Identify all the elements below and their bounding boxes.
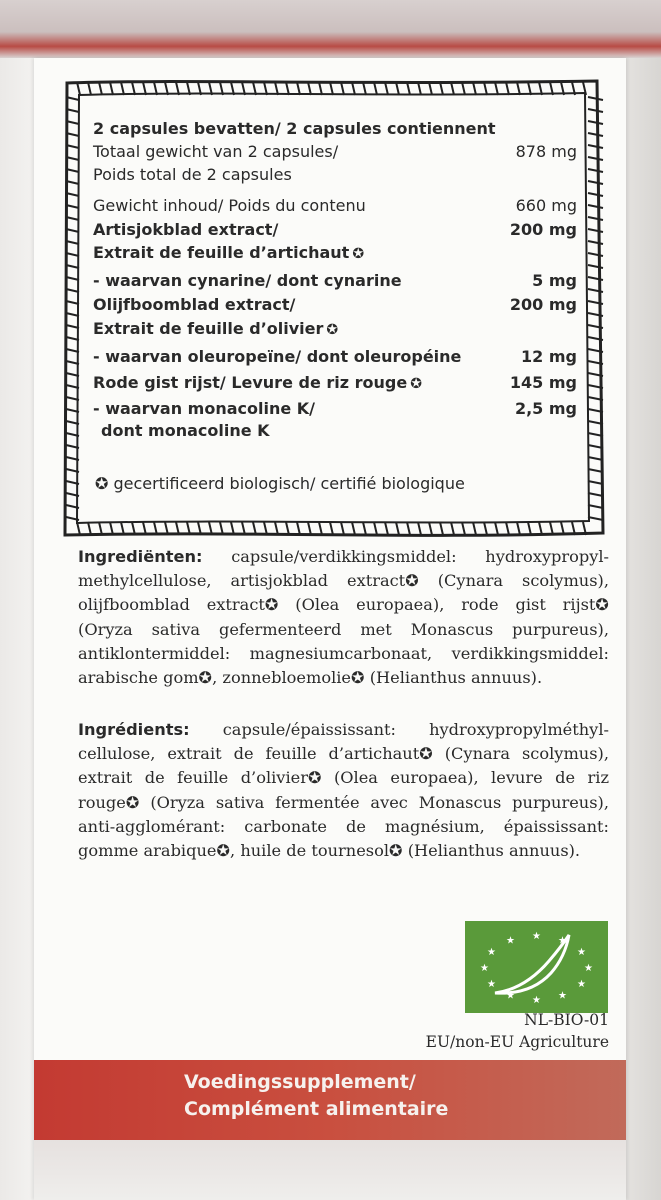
eu-star-icon: ★ [584, 963, 593, 974]
row-label: Gewicht inhoud/ Poids du contenu [93, 196, 366, 215]
ingredients-line: extrait de feuille d’olivier✪ (Olea europaea), levure de riz [78, 768, 609, 788]
eu-star-icon: ★ [558, 990, 567, 1002]
ingredients-line: capsule/verdikkingsmiddel: hydroxypropyl- [231, 547, 609, 566]
supplement-label-french: Complément alimentaire [184, 1098, 449, 1120]
eu-star-icon: ★ [577, 947, 587, 958]
row-label: Extrait de feuille d’artichaut [93, 243, 350, 262]
ingredients-line: (Oryza sativa gefermenteerd met Monascus purpureus), [78, 619, 609, 639]
supplement-label-dutch: Voedingssupplement/ [184, 1071, 416, 1093]
nutrition-table [57, 73, 609, 543]
eu-star-icon: ★ [577, 979, 587, 990]
package-left-edge [0, 58, 34, 1200]
eu-star-icon: ★ [532, 995, 541, 1006]
eu-star-icon: ★ [486, 947, 496, 958]
package-right-edge [626, 58, 661, 1200]
ingredients-line: gomme arabique✪, huile de tournesol✪ (Helianthus annuus). [78, 841, 581, 861]
row-label: Olijfboomblad extract/ [93, 295, 296, 314]
eu-star-icon: ★ [558, 935, 567, 947]
row-label: - waarvan monacoline K/ [93, 399, 316, 418]
ingredients-heading: Ingrédients: [78, 720, 190, 739]
row-value: 200 mg [509, 220, 577, 239]
ingredients-line: methylcellulose, artisjokblad extract✪ (Cynara scolymus), [78, 571, 609, 591]
row-value: 5 mg [532, 271, 577, 290]
row-label: Artisjokblad extract/ [93, 220, 279, 239]
row-value: 2,5 mg [514, 399, 577, 418]
row-label: - waarvan cynarine/ dont cynarine [93, 271, 402, 290]
organic-star-icon: ✪ [326, 322, 339, 338]
organic-star-icon: ✪ [352, 246, 365, 262]
row-value: 660 mg [515, 196, 577, 215]
eu-star-icon: ★ [480, 963, 489, 974]
organic-star-icon: ✪ [410, 376, 422, 392]
certification-code: NL-BIO-01 [524, 1011, 609, 1029]
row-label: Rode gist rijst/ Levure de riz rouge [93, 373, 408, 392]
ingredients-french [78, 718, 609, 863]
ingredients-line: olijfboomblad extract✪ (Olea europaea), rode gist rijst✪ [78, 595, 609, 615]
row-label: Totaal gewicht van 2 capsules/ [93, 142, 339, 161]
ingredients-line: cellulose, extrait de feuille d’artichaut✪ (Cynara scolymus), [78, 744, 609, 764]
agriculture-origin: EU/non-EU Agriculture [425, 1033, 609, 1051]
row-label: dont monacoline K [101, 421, 270, 440]
package-bottom-edge [34, 1140, 626, 1200]
eu-star-icon: ★ [506, 935, 515, 947]
row-value: 878 mg [515, 142, 577, 161]
ingredients-dutch [78, 545, 609, 690]
ingredients-heading: Ingrediënten: [78, 547, 203, 566]
eu-star-icon: ★ [506, 990, 515, 1002]
row-label: - waarvan oleuropeïne/ dont oleuropéine [93, 347, 462, 366]
row-label: Poids total de 2 capsules [93, 165, 292, 184]
ingredients-line: capsule/épaississant: hydroxypropylméthyl- [222, 720, 609, 739]
row-value: 12 mg [521, 347, 577, 366]
eu-star-icon: ★ [532, 931, 541, 942]
row-value: 200 mg [509, 295, 577, 314]
ingredients-line: arabische gom✪, zonnebloemolie✪ (Helianthus annuus). [78, 668, 543, 688]
package-top-edge [0, 0, 661, 58]
ingredients-line: anti-agglomérant: carbonate de magnésium, épaississant: [78, 816, 609, 836]
eu-star-icon: ★ [486, 979, 496, 990]
ingredients-line: rouge✪ (Oryza sativa fermentée avec Monascus purpureus), [78, 792, 609, 812]
table-header: 2 capsules bevatten/ 2 capsules contiennent [93, 119, 496, 138]
row-label: Extrait de feuille d’olivier [93, 319, 324, 338]
row-value: 145 mg [509, 373, 577, 392]
organic-footnote: ✪ gecertificeerd biologisch/ certifié biologique [95, 474, 465, 493]
ingredients-line: antiklontermiddel: magnesiumcarbonaat, verdikkingsmiddel: [78, 643, 609, 663]
eu-organic-leaf-icon [465, 921, 608, 1013]
